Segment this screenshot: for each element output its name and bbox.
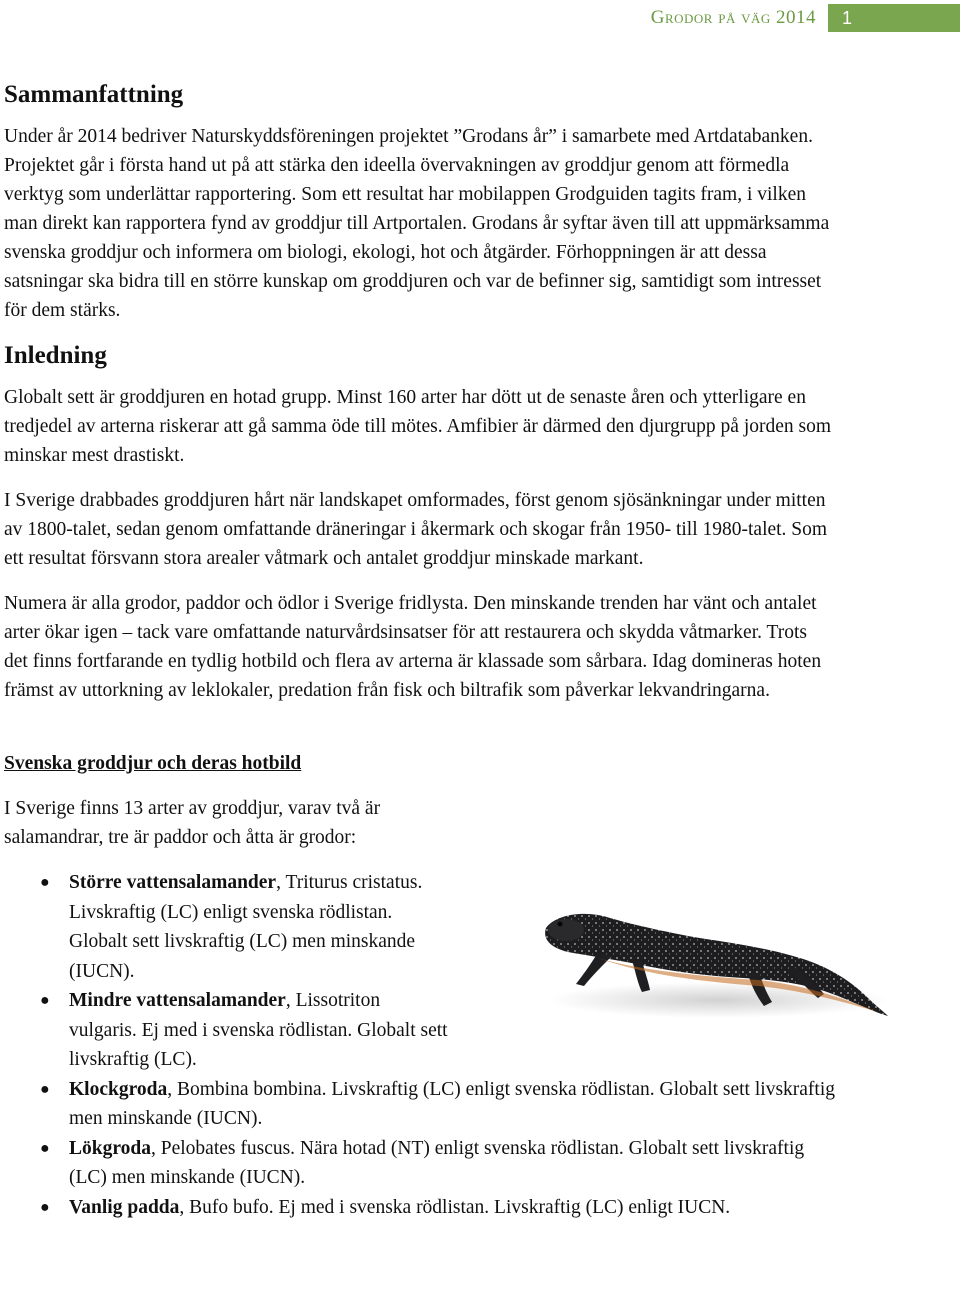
list-item <box>4 868 449 986</box>
summary-paragraph: Under år 2014 bedriver Naturskyddsföreningen projektet ”Grodans år” i samarbete med Artdatabanken. Projektet går i första hand ut på att stärka den ideella övervakningen av groddjur genom att förmedla verktyg som underlättar rapportering. Som ett resultat har mobilappen Grodguiden tagits fram, i vilken man direkt kan rapportera fynd av groddjur till Artportalen. Grodans år syftar även till att uppmärksamma svenska groddjur och informera om biologi, ekologi, hot och åtgärder. Förhoppningen är att dessa satsningar ska bidra till en större kunskap om groddjuren och var de befinner sig, samtidigt som intresset för dem stärks. <box>4 126 830 321</box>
document-body <box>4 78 834 1222</box>
species-name: Vanlig padda <box>69 1196 180 1218</box>
threats-intro: I Sverige finns 13 arter av groddjur, varav två är salamandrar, tre är paddor och åtta är grodor: <box>4 798 381 848</box>
species-name: Mindre vattensalamander <box>69 990 286 1011</box>
summary-heading: Sammanfattning <box>4 81 184 108</box>
intro-paragraph-3: Numera är alla grodor, paddor och ödlor i Sverige fridlysta. Den minskande trenden har vänt och antalet arter ökar igen – tack vare omfattande naturvårdsinsatser för att restaurera och skydda våtmarker. Trots det finns fortfarande en tydlig hotbild och flera av arterna är klassade som sårbara. Idag domineras hoten främst av uttorkning av leklokaler, predation från fisk och biltrafik som påverkar lekvandringarna. <box>4 593 822 701</box>
species-desc: , Bombina bombina. Livskraftig (LC) enligt svenska rödlistan. Globalt sett livskraftig men minskande (IUCN). <box>69 1078 836 1129</box>
header-title: Grodor på väg 2014 <box>650 7 816 28</box>
list-item <box>4 986 449 1075</box>
intro-paragraph-2: I Sverige drabbades groddjuren hårt när landskapet omformades, först genom sjösänkningar under mitten av 1800-talet, sedan genom omfattande dräneringar i åkermark och skogar från 1950- till 1980-talet. Som ett resultat försvann stora arealer våtmark och antalet groddjur minskade markant. <box>4 490 828 569</box>
species-desc: , Pelobates fuscus. Nära hotad (NT) enligt svenska rödlistan. Globalt sett livskraftig (LC) men minskande (IUCN). <box>69 1137 805 1188</box>
species-name: Lökgroda <box>69 1137 151 1159</box>
species-desc: , Triturus cristatus. Livskraftig (LC) enligt svenska rödlistan. Globalt sett livskraftig (LC) men minskande (IUCN). <box>69 872 423 982</box>
page-number: 1 <box>828 4 960 32</box>
list-item <box>4 1134 839 1193</box>
species-name: Klockgroda <box>69 1078 168 1100</box>
species-desc: , Bufo bufo. Ej med i svenska rödlistan. Livskraftig (LC) enligt IUCN. <box>179 1196 731 1218</box>
species-name: Större vattensalamander <box>69 872 277 893</box>
bullet-icon: ● <box>40 992 50 1009</box>
introduction-heading: Inledning <box>4 342 107 369</box>
bullet-icon: ● <box>40 874 50 891</box>
threats-heading: Svenska groddjur och deras hotbild <box>4 753 302 774</box>
bullet-icon: ● <box>40 1139 50 1157</box>
newt-photo <box>538 900 888 1030</box>
species-section <box>4 868 834 1222</box>
page-header <box>651 4 960 32</box>
list-item <box>4 1075 839 1134</box>
bullet-icon: ● <box>40 1198 50 1216</box>
bullet-icon: ● <box>40 1080 50 1098</box>
species-desc: , Lissotriton vulgaris. Ej med i svenska rödlistan. Globalt sett livskraftig (LC). <box>69 990 448 1070</box>
intro-paragraph-1: Globalt sett är groddjuren en hotad grupp. Minst 160 arter har dött ut de senaste åren och ytterligare en tredjedel av arterna riskerar att gå samma öde till mötes. Amfibier är därmed den djurgrupp på jorden som minskar mest drastiskt. <box>4 387 832 466</box>
list-item <box>4 1193 859 1223</box>
